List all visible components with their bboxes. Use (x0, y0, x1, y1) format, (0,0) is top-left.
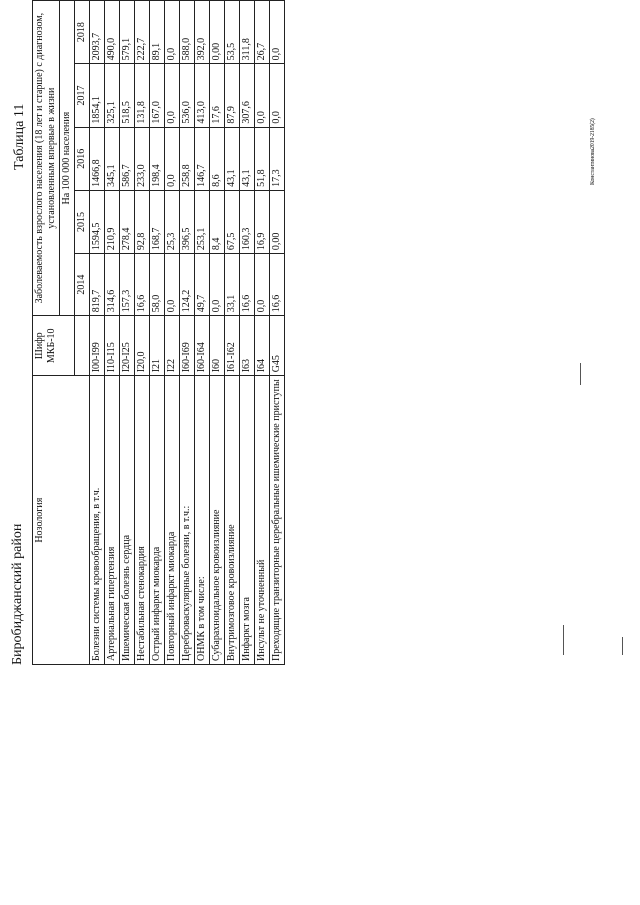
col-nosology-header: Нозология (33, 376, 90, 665)
scan-artifact (622, 637, 623, 655)
row-value: 16,9 (255, 190, 270, 253)
row-code: I60-I64 (195, 316, 210, 376)
row-value: 413,0 (195, 64, 210, 127)
row-value: 1854,1 (90, 64, 105, 127)
district-title: Биробиджанский район (10, 523, 25, 665)
row-value: 311,8 (240, 1, 255, 64)
table-row (135, 1, 150, 665)
row-name: ОНМК в том числе: (195, 376, 210, 665)
col-group-header: Заболеваемость взрослого населения (18 лет и старше) с диагнозом, установленным впервые в жизни (33, 1, 60, 316)
row-value: 233,0 (135, 127, 150, 190)
row-code: I60 (210, 316, 225, 376)
row-name: Преходящие транзиторные церебральные ишемические приступы (270, 376, 285, 665)
row-name: Субарахноидальное кровоизлияние (210, 376, 225, 665)
year-header: 2018 (75, 1, 90, 64)
row-value: 307,6 (240, 64, 255, 127)
table-row (255, 1, 270, 665)
row-value: 314,6 (105, 254, 120, 316)
table-row (270, 1, 285, 665)
row-code: I00-I99 (90, 316, 105, 376)
row-code: I20-I25 (120, 316, 135, 376)
scan-artifact (580, 363, 581, 385)
row-value: 167,0 (150, 64, 165, 127)
row-value: 8,6 (210, 127, 225, 190)
row-value: 588,0 (180, 1, 195, 64)
row-name: Ишемическая болезнь сердца (120, 376, 135, 665)
row-value: 33,1 (225, 254, 240, 316)
row-value: 0,0 (270, 1, 285, 64)
row-name: Цереброваскулярные болезни, в т.ч.: (180, 376, 195, 665)
table-row (195, 1, 210, 665)
col-code-header: Шифр МКБ-10 (33, 316, 75, 376)
document-stamp: Константинова2019-2185(2) (590, 118, 596, 185)
row-code: G45 (270, 316, 285, 376)
row-value: 26,7 (255, 1, 270, 64)
row-value: 0,0 (270, 64, 285, 127)
row-value: 278,4 (120, 190, 135, 253)
row-value: 16,6 (240, 254, 255, 316)
incidence-table (32, 0, 285, 665)
row-value: 579,1 (120, 1, 135, 64)
row-code: I20,0 (135, 316, 150, 376)
table-row (210, 1, 225, 665)
row-name: Внутримозговое кровоизлияние (225, 376, 240, 665)
row-name: Повторный инфаркт миокарда (165, 376, 180, 665)
row-value: 87,9 (225, 64, 240, 127)
row-value: 396,5 (180, 190, 195, 253)
row-value: 0,0 (210, 254, 225, 316)
row-value: 17,3 (270, 127, 285, 190)
row-code: I22 (165, 316, 180, 376)
row-value: 222,7 (135, 1, 150, 64)
scan-artifact (563, 625, 564, 655)
row-value: 258,8 (180, 127, 195, 190)
table-row (165, 1, 180, 665)
row-value: 0,0 (165, 64, 180, 127)
row-value: 146,7 (195, 127, 210, 190)
row-value: 58,0 (150, 254, 165, 316)
year-header: 2015 (75, 190, 90, 253)
row-name: Нестабильная стенокардия (135, 376, 150, 665)
table-row (150, 1, 165, 665)
row-value: 819,7 (90, 254, 105, 316)
row-value: 1594,5 (90, 190, 105, 253)
row-value: 518,5 (120, 64, 135, 127)
row-value: 25,3 (165, 190, 180, 253)
col-code-spacer (75, 316, 90, 376)
row-name: Артериальная гипертензия (105, 376, 120, 665)
table-row (225, 1, 240, 665)
row-value: 0,00 (210, 1, 225, 64)
row-value: 16,6 (270, 254, 285, 316)
year-header: 2017 (75, 64, 90, 127)
row-value: 392,0 (195, 1, 210, 64)
row-name: Инсульт не уточненный (255, 376, 270, 665)
row-value: 325,1 (105, 64, 120, 127)
table-row (180, 1, 195, 665)
row-value: 157,3 (120, 254, 135, 316)
year-header: 2014 (75, 254, 90, 316)
row-value: 0,00 (270, 190, 285, 253)
table-row (240, 1, 255, 665)
row-value: 210,9 (105, 190, 120, 253)
row-code: I63 (240, 316, 255, 376)
row-value: 586,7 (120, 127, 135, 190)
row-value: 16,6 (135, 254, 150, 316)
table-number: Таблица 11 (12, 103, 27, 170)
row-value: 168,7 (150, 190, 165, 253)
row-value: 345,1 (105, 127, 120, 190)
row-value: 0,0 (165, 1, 180, 64)
row-value: 8,4 (210, 190, 225, 253)
row-value: 53,5 (225, 1, 240, 64)
row-value: 0,0 (165, 127, 180, 190)
row-value: 2093,7 (90, 1, 105, 64)
row-value: 0,0 (165, 254, 180, 316)
row-value: 49,7 (195, 254, 210, 316)
row-name: Болезни системы кровообращения, в т.ч. (90, 376, 105, 665)
table-row (105, 1, 120, 665)
row-code: I64 (255, 316, 270, 376)
row-value: 536,0 (180, 64, 195, 127)
row-value: 131,8 (135, 64, 150, 127)
row-value: 0,0 (255, 64, 270, 127)
row-value: 67,5 (225, 190, 240, 253)
row-value: 89,1 (150, 1, 165, 64)
row-value: 253,1 (195, 190, 210, 253)
row-value: 1466,8 (90, 127, 105, 190)
row-value: 490,0 (105, 1, 120, 64)
table-row (120, 1, 135, 665)
row-name: Острый инфаркт миокарда (150, 376, 165, 665)
row-value: 0,0 (255, 254, 270, 316)
row-code: I10-I15 (105, 316, 120, 376)
row-value: 124,2 (180, 254, 195, 316)
row-value: 160,3 (240, 190, 255, 253)
table-row (90, 1, 105, 665)
row-value: 51,8 (255, 127, 270, 190)
row-value: 17,6 (210, 64, 225, 127)
col-unit-header: На 100 000 населения (60, 1, 75, 316)
row-name: Инфаркт мозга (240, 376, 255, 665)
row-value: 92,8 (135, 190, 150, 253)
row-code: I21 (150, 316, 165, 376)
row-value: 198,4 (150, 127, 165, 190)
year-header: 2016 (75, 127, 90, 190)
row-code: I61-I62 (225, 316, 240, 376)
row-value: 43,1 (240, 127, 255, 190)
header-row-1 (33, 1, 60, 665)
row-value: 43,1 (225, 127, 240, 190)
row-code: I60-I69 (180, 316, 195, 376)
